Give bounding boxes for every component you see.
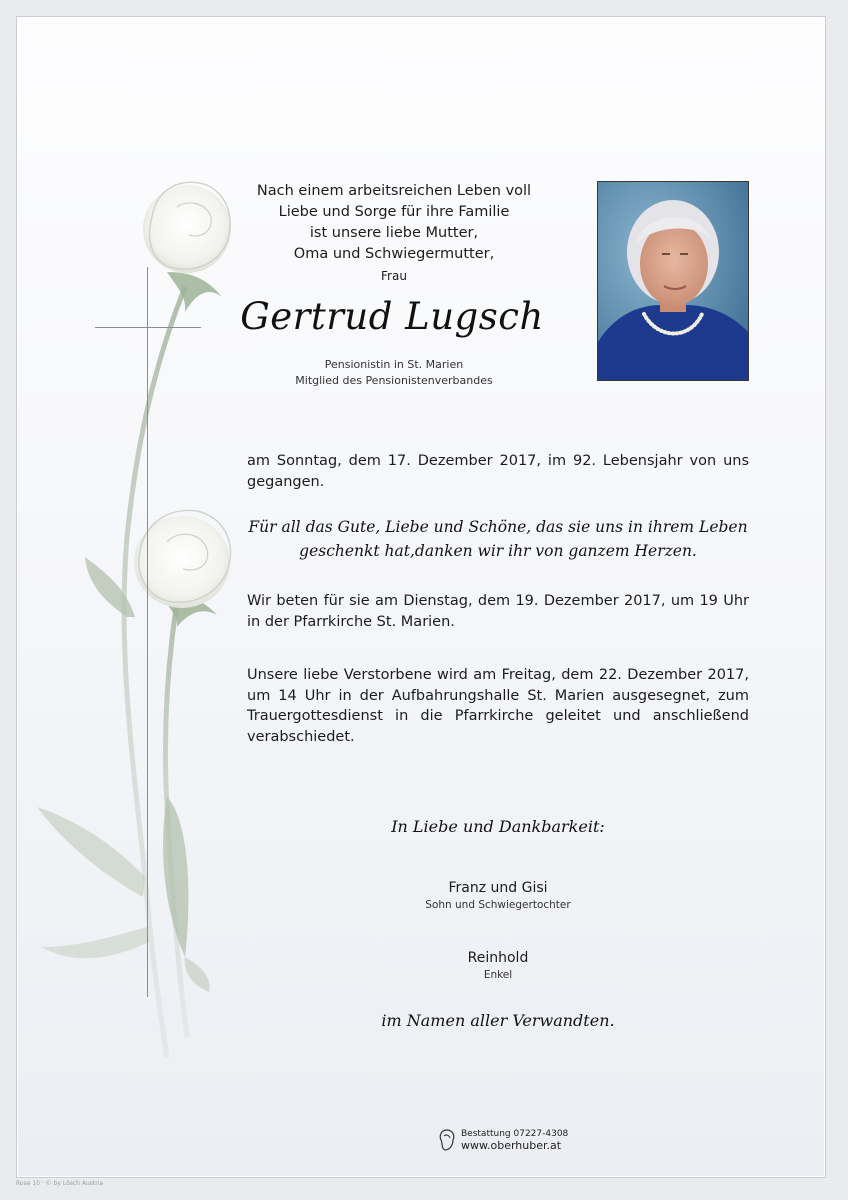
deceased-roles xyxy=(237,357,551,389)
prayer-notice: Wir beten für sie am Dienstag, dem 19. Dezember 2017, um 19 Uhr in der Pfarrkirche St. Marien. xyxy=(247,593,749,630)
funeral-notice: Unsere liebe Verstorbene wird am Freitag, dem 22. Dezember 2017, um 14 Uhr in der Aufbahrungshalle St. Marien ausgesegnet, zum Trauergottesdienst in die Pfarrkirche geleitet und anschließend verabschiedet. xyxy=(247,667,749,745)
quote-line: geschenkt hat,danken wir ihr von ganzem Herzen. xyxy=(299,542,697,560)
cross-horizontal xyxy=(95,327,201,328)
mourner-name: Reinhold xyxy=(467,950,529,966)
mourners-heading: In Liebe und Dankbarkeit: xyxy=(391,817,605,836)
mourner-relation: Enkel xyxy=(483,969,513,981)
quote-line: Für all das Gute, Liebe und Schöne, das sie uns in ihrem Leben xyxy=(248,518,748,536)
image-credit: Rose 10 · © by Lösch Austria xyxy=(16,1180,104,1187)
intro-line: Liebe und Sorge für ihre Familie xyxy=(278,204,510,220)
company-name: Bestattung xyxy=(461,1129,511,1139)
cross-vertical xyxy=(147,267,148,997)
closing-line: im Namen aller Verwandten. xyxy=(381,1011,615,1030)
intro-line: ist unsere liebe Mutter, xyxy=(309,225,479,241)
funeral-home-logo xyxy=(437,1125,568,1155)
memorial-quote xyxy=(247,515,749,563)
intro-line: Oma und Schwiegermutter, xyxy=(293,246,495,262)
deceased-name: Gertrud Lugsch xyxy=(240,295,544,338)
salutation: Frau xyxy=(381,269,407,283)
obituary-page xyxy=(16,16,826,1178)
intro-text xyxy=(237,181,551,287)
portrait-photo xyxy=(597,181,749,381)
role-line: Pensionistin in St. Marien xyxy=(324,358,464,371)
mourner-relation: Sohn und Schwiegertochter xyxy=(425,899,571,911)
company-url[interactable]: www.oberhuber.at xyxy=(461,1139,562,1152)
mourner-entry xyxy=(247,949,749,983)
funeral-home-logo-icon xyxy=(437,1128,457,1152)
footer-contact xyxy=(461,1128,568,1152)
company-phone: 07227-4308 xyxy=(513,1129,569,1139)
death-announcement: am Sonntag, dem 17. Dezember 2017, im 92. Lebensjahr von uns gegangen. xyxy=(247,453,749,490)
role-line: Mitglied des Pensionistenverbandes xyxy=(295,374,493,387)
mourner-entry xyxy=(247,879,749,913)
intro-line: Nach einem arbeitsreichen Leben voll xyxy=(256,183,532,199)
mourner-name: Franz und Gisi xyxy=(448,880,548,896)
